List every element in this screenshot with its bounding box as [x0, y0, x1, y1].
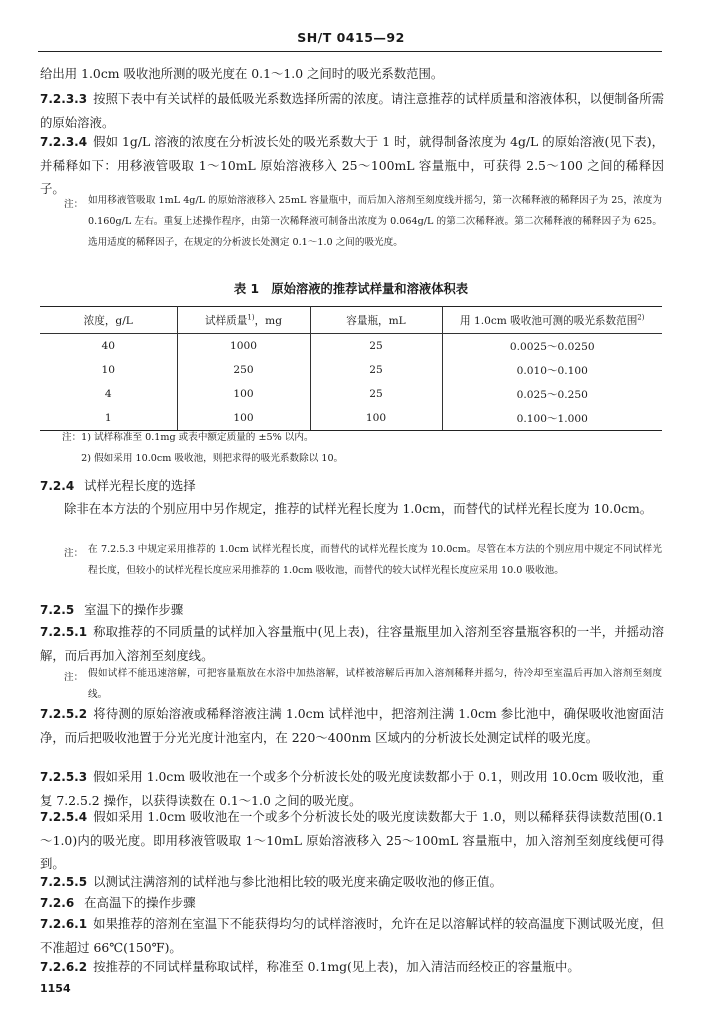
table-header-row	[40, 307, 662, 334]
table-note-1: 注：1) 试样称准至 0.1mg 或表中额定质量的 ±5% 以内。	[62, 432, 314, 443]
paragraph-7-2-3-4: 7.2.3.4 假如 1g/L 溶液的浓度在分析波长处的吸光系数大于 1 时，就得制备浓度为 4g/L 的原始溶液(见下表)，并稀释如下：用移液管吸取 1～10mL 原始溶液移入 25～100mL 容量瓶中，可获得 2.5～100 之间的稀释因子。	[40, 134, 664, 196]
paragraph-7-2-5-4: 7.2.5.4 假如采用 1.0cm 吸收池在一个或多个分析波长处的吸光度读数都大于 1.0，则以稀释获得读数范围(0.1～1.0)内的吸光度。即用移液管吸取 1～10mL 原始溶液移入 25～100mL 容量瓶中，加入溶剂至刻度线便可得到。	[40, 809, 664, 871]
header-rule	[38, 51, 662, 52]
page-header: SH/T 0415—92	[297, 30, 405, 45]
note-dilution: 如用移液管吸取 1mL 4g/L 的原始溶液移入 25mL 容量瓶中，而后加入溶剂至刻度线并摇匀，第一次稀释液的稀释因子为 25，浓度为 0.160g/L 左右。重复上述操作程序，由第一次稀释液可制备出浓度为 0.064g/L 的第二次稀释液。第二次稀释液的稀释因子为 625。选用适度的稀释因子，在规定的分析波长处测定 0.1～1.0 之间的吸光度。	[88, 195, 662, 248]
cell: 25	[310, 334, 442, 359]
cell: 0.100～1.000	[442, 406, 662, 431]
note-label: 注：	[64, 199, 84, 210]
cell: 0.010～0.100	[442, 358, 662, 382]
sample-quantity-table	[40, 306, 662, 431]
cell: 1000	[177, 334, 310, 359]
page-number: 1154	[40, 982, 71, 995]
section-heading-7-2-5: 7.2.5 室温下的操作步骤	[40, 602, 184, 617]
table-row	[40, 358, 662, 382]
cell: 1	[40, 406, 177, 431]
cell: 250	[177, 358, 310, 382]
cell: 0.0025～0.0250	[442, 334, 662, 359]
cell: 0.025～0.250	[442, 382, 662, 406]
cell: 100	[177, 406, 310, 431]
clause-number: 7.2.3.4	[40, 135, 88, 149]
paragraph-7-2-3-3: 7.2.3.3 按照下表中有关试样的最低吸光系数选择所需的浓度。请注意推荐的试样质量和溶液体积，以便制备所需的原始溶液。	[40, 91, 664, 130]
header-concentration: 浓度，g/L	[40, 307, 177, 334]
table-row	[40, 334, 662, 359]
paragraph-7-2-6-2: 7.2.6.2 按推荐的不同试样量称取试样，称准至 0.1mg(见上表)，加入清洁而经校正的容量瓶中。	[40, 959, 580, 974]
paragraph-7-2-6-1: 7.2.6.1 如果推荐的溶剂在室温下不能获得均匀的试样溶液时，允许在足以溶解试样的较高温度下测试吸光度，但不准超过 66℃(150℉)。	[40, 916, 664, 955]
cell: 40	[40, 334, 177, 359]
cell: 4	[40, 382, 177, 406]
section-heading-7-2-4: 7.2.4 试样光程长度的选择	[40, 478, 196, 493]
clause-number: 7.2.3.3	[40, 92, 88, 106]
paragraph-7-2-5-1: 7.2.5.1 称取推荐的不同质量的试样加入容量瓶中(见上表)，往容量瓶里加入溶剂至容量瓶容积的一半，并摇动溶解，而后再加入溶剂至刻度线。	[40, 624, 664, 663]
cell: 100	[310, 406, 442, 431]
note-label: 注：	[64, 548, 84, 559]
paragraph-7-2-5-2: 7.2.5.2 将待测的原始溶液或稀释溶液注满 1.0cm 试样池中，把溶剂注满 1.0cm 参比池中，确保吸收池窗面洁净，而后把吸收池置于分光光度计池室内，在 220～400nm 区域内的分析波长处测定试样的吸光度。	[40, 706, 664, 745]
header-sample-mass: 试样质量$^{1)}$，mg	[177, 307, 310, 334]
note-dissolution: 假如试样不能迅速溶解，可把容量瓶放在水浴中加热溶解，试样被溶解后再加入溶剂稀释并摇匀，待冷却至室温后再加入溶剂至刻度线。	[88, 668, 662, 700]
paragraph-7-2-5-3: 7.2.5.3 假如采用 1.0cm 吸收池在一个或多个分析波长处的吸光度读数都小于 0.1，则改用 10.0cm 吸收池，重复 7.2.5.2 操作，以获得读数在 0.1～1.0 之间的吸光度。	[40, 769, 664, 808]
note-path-length: 在 7.2.5.3 中规定采用推荐的 1.0cm 试样光程长度，而替代的试样光程长度为 10.0cm。尽管在本方法的个别应用中规定不同试样光程长度，但较小的试样光程长度应采用推荐的 1.0cm 吸收池，而替代的较大试样光程长度应采用 10.0 吸收池。	[88, 544, 662, 576]
paragraph-7-2-4: 除非在本方法的个别应用中另作规定，推荐的试样光程长度为 1.0cm，而替代的试样光程长度为 10.0cm。	[64, 501, 653, 516]
paragraph-7-2-5-5: 7.2.5.5 以测试注满溶剂的试样池与参比池相比较的吸光度来确定吸收池的修正值。	[40, 874, 502, 889]
section-heading-7-2-6: 7.2.6 在高温下的操作步骤	[40, 895, 196, 910]
cell: 25	[310, 382, 442, 406]
table-title: 表 1 原始溶液的推荐试样量和溶液体积表	[233, 282, 469, 296]
table-row	[40, 406, 662, 431]
paragraph-continuation: 给出用 1.0cm 吸收池所测的吸光度在 0.1～1.0 之间时的吸光系数范围。	[40, 66, 444, 81]
cell: 100	[177, 382, 310, 406]
header-absorptivity-range: 用 1.0cm 吸收池可测的吸光系数范围$^{2)}$	[442, 307, 662, 334]
table-row	[40, 382, 662, 406]
header-flask-volume: 容量瓶，mL	[310, 307, 442, 334]
cell: 10	[40, 358, 177, 382]
note-label: 注：	[64, 672, 84, 683]
cell: 25	[310, 358, 442, 382]
table-note-2: 2) 假如采用 10.0cm 吸收池，则把求得的吸光系数除以 10。	[62, 453, 344, 464]
